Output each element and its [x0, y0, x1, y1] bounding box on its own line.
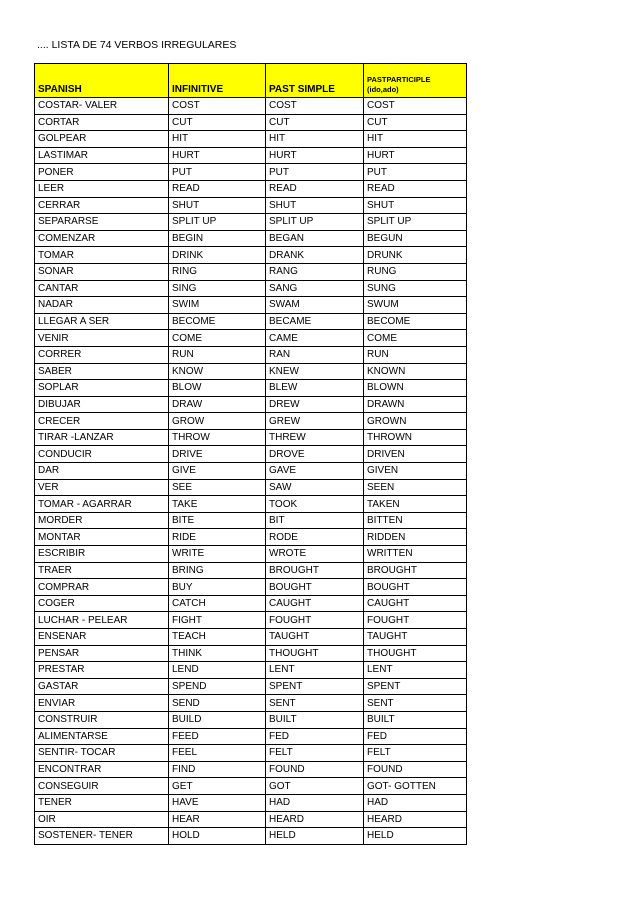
cell-past-participle: SPLIT UP [364, 214, 467, 231]
cell-spanish: PENSAR [35, 645, 169, 662]
cell-past-simple: READ [266, 180, 364, 197]
cell-past-participle: GROWN [364, 413, 467, 430]
table-row [35, 147, 467, 164]
cell-spanish: MORDER [35, 512, 169, 529]
cell-infinitive: READ [169, 180, 266, 197]
cell-past-simple: CUT [266, 114, 364, 131]
cell-spanish: TOMAR [35, 247, 169, 264]
cell-past-simple: TOOK [266, 496, 364, 513]
cell-spanish: OIR [35, 811, 169, 828]
cell-spanish: CERRAR [35, 197, 169, 214]
table-row [35, 678, 467, 695]
cell-infinitive: DRIVE [169, 446, 266, 463]
cell-past-participle: FOUND [364, 761, 467, 778]
cell-spanish: TENER [35, 794, 169, 811]
table-row [35, 463, 467, 480]
cell-past-simple: GAVE [266, 463, 364, 480]
cell-spanish: NADAR [35, 297, 169, 314]
cell-past-participle: THROWN [364, 429, 467, 446]
cell-past-participle: RUNG [364, 263, 467, 280]
cell-past-simple: HURT [266, 147, 364, 164]
cell-past-participle: HAD [364, 794, 467, 811]
cell-spanish: CONDUCIR [35, 446, 169, 463]
table-row [35, 413, 467, 430]
cell-infinitive: TEACH [169, 629, 266, 646]
cell-past-participle: SENT [364, 695, 467, 712]
cell-past-simple: THREW [266, 429, 364, 446]
table-row [35, 828, 467, 845]
cell-past-simple: BROUGHT [266, 562, 364, 579]
cell-past-participle: FELT [364, 745, 467, 762]
cell-past-participle: PUT [364, 164, 467, 181]
cell-past-participle: BROUGHT [364, 562, 467, 579]
cell-infinitive: SING [169, 280, 266, 297]
cell-spanish: TOMAR - AGARRAR [35, 496, 169, 513]
cell-spanish: COMENZAR [35, 230, 169, 247]
cell-spanish: COGER [35, 595, 169, 612]
table-row [35, 214, 467, 231]
cell-spanish: SENTIR- TOCAR [35, 745, 169, 762]
cell-infinitive: LEND [169, 662, 266, 679]
cell-past-participle: KNOWN [364, 363, 467, 380]
cell-past-participle: HURT [364, 147, 467, 164]
table-row [35, 496, 467, 513]
cell-infinitive: FEEL [169, 745, 266, 762]
cell-past-participle: SWUM [364, 297, 467, 314]
cell-infinitive: CATCH [169, 595, 266, 612]
cell-past-simple: DROVE [266, 446, 364, 463]
cell-past-simple: CAUGHT [266, 595, 364, 612]
table-row [35, 263, 467, 280]
table-row [35, 778, 467, 795]
cell-infinitive: SPLIT UP [169, 214, 266, 231]
cell-infinitive: COST [169, 98, 266, 115]
cell-past-participle: BLOWN [364, 380, 467, 397]
table-row [35, 546, 467, 563]
table-row [35, 529, 467, 546]
table-row [35, 380, 467, 397]
cell-infinitive: BECOME [169, 313, 266, 330]
cell-infinitive: SEE [169, 479, 266, 496]
cell-infinitive: FIND [169, 761, 266, 778]
cell-infinitive: FEED [169, 728, 266, 745]
cell-past-participle: COST [364, 98, 467, 115]
table-row [35, 230, 467, 247]
cell-spanish: COMPRAR [35, 579, 169, 596]
table-row [35, 114, 467, 131]
cell-past-simple: THOUGHT [266, 645, 364, 662]
table-row [35, 429, 467, 446]
cell-past-simple: HEARD [266, 811, 364, 828]
cell-past-simple: BLEW [266, 380, 364, 397]
table-row [35, 98, 467, 115]
cell-infinitive: BEGIN [169, 230, 266, 247]
cell-infinitive: COME [169, 330, 266, 347]
cell-past-simple: RANG [266, 263, 364, 280]
cell-spanish: CANTAR [35, 280, 169, 297]
table-body [35, 98, 467, 845]
cell-spanish: LLEGAR A SER [35, 313, 169, 330]
cell-past-simple: KNEW [266, 363, 364, 380]
document-title: .... LISTA DE 74 VERBOS IRREGULARES [37, 39, 237, 51]
cell-infinitive: HEAR [169, 811, 266, 828]
cell-spanish: LUCHAR - PELEAR [35, 612, 169, 629]
cell-past-simple: CAME [266, 330, 364, 347]
cell-past-participle: TAKEN [364, 496, 467, 513]
cell-past-simple: DREW [266, 396, 364, 413]
table-row [35, 180, 467, 197]
cell-past-participle: BECOME [364, 313, 467, 330]
cell-past-participle: SEEN [364, 479, 467, 496]
cell-infinitive: WRITE [169, 546, 266, 563]
cell-past-participle: DRIVEN [364, 446, 467, 463]
table-row [35, 280, 467, 297]
table-row [35, 711, 467, 728]
cell-infinitive: GIVE [169, 463, 266, 480]
cell-spanish: VENIR [35, 330, 169, 347]
table-row [35, 595, 467, 612]
cell-past-participle: LENT [364, 662, 467, 679]
cell-infinitive: HOLD [169, 828, 266, 845]
cell-spanish: CORRER [35, 346, 169, 363]
table-row [35, 164, 467, 181]
cell-past-simple: BOUGHT [266, 579, 364, 596]
cell-past-participle: DRUNK [364, 247, 467, 264]
cell-infinitive: BUILD [169, 711, 266, 728]
cell-infinitive: GET [169, 778, 266, 795]
cell-spanish: ALIMENTARSE [35, 728, 169, 745]
cell-past-simple: FOUGHT [266, 612, 364, 629]
table-row [35, 662, 467, 679]
table-row [35, 346, 467, 363]
cell-infinitive: THROW [169, 429, 266, 446]
table-row [35, 794, 467, 811]
cell-spanish: SONAR [35, 263, 169, 280]
cell-spanish: PONER [35, 164, 169, 181]
table-row [35, 562, 467, 579]
table-row [35, 479, 467, 496]
cell-infinitive: SWIM [169, 297, 266, 314]
cell-spanish: SOSTENER- TENER [35, 828, 169, 845]
cell-spanish: PRESTAR [35, 662, 169, 679]
cell-infinitive: THINK [169, 645, 266, 662]
cell-spanish: CORTAR [35, 114, 169, 131]
header-infinitive: INFINITIVE [169, 64, 266, 98]
cell-infinitive: HURT [169, 147, 266, 164]
cell-past-participle: BEGUN [364, 230, 467, 247]
cell-past-participle: TAUGHT [364, 629, 467, 646]
cell-past-participle: DRAWN [364, 396, 467, 413]
table-row [35, 313, 467, 330]
cell-spanish: CONSEGUIR [35, 778, 169, 795]
cell-past-simple: HAD [266, 794, 364, 811]
table-row [35, 512, 467, 529]
cell-past-simple: FED [266, 728, 364, 745]
cell-past-simple: HELD [266, 828, 364, 845]
cell-past-simple: SHUT [266, 197, 364, 214]
cell-infinitive: RUN [169, 346, 266, 363]
cell-past-participle: HIT [364, 131, 467, 148]
header-past-participle-note: (ido,ado) [367, 85, 399, 94]
cell-infinitive: KNOW [169, 363, 266, 380]
cell-past-simple: SAW [266, 479, 364, 496]
header-past-participle [364, 64, 467, 98]
cell-spanish: TRAER [35, 562, 169, 579]
cell-past-participle: CAUGHT [364, 595, 467, 612]
cell-spanish: ESCRIBIR [35, 546, 169, 563]
table-row [35, 695, 467, 712]
irregular-verbs-table [34, 63, 467, 845]
cell-past-participle: GIVEN [364, 463, 467, 480]
cell-past-simple: FOUND [266, 761, 364, 778]
cell-past-participle: SHUT [364, 197, 467, 214]
cell-spanish: SABER [35, 363, 169, 380]
cell-past-simple: SPENT [266, 678, 364, 695]
cell-past-simple: RAN [266, 346, 364, 363]
cell-past-simple: DRANK [266, 247, 364, 264]
cell-spanish: VER [35, 479, 169, 496]
cell-spanish: MONTAR [35, 529, 169, 546]
cell-infinitive: CUT [169, 114, 266, 131]
cell-spanish: LEER [35, 180, 169, 197]
cell-past-simple: BUILT [266, 711, 364, 728]
cell-past-simple: SPLIT UP [266, 214, 364, 231]
cell-past-participle: READ [364, 180, 467, 197]
cell-spanish: SEPARARSE [35, 214, 169, 231]
cell-past-participle: RIDDEN [364, 529, 467, 546]
cell-infinitive: DRAW [169, 396, 266, 413]
cell-past-simple: TAUGHT [266, 629, 364, 646]
header-past-simple: PAST SIMPLE [266, 64, 364, 98]
cell-past-simple: BECAME [266, 313, 364, 330]
table-row [35, 330, 467, 347]
cell-spanish: COSTAR- VALER [35, 98, 169, 115]
table-row [35, 197, 467, 214]
cell-infinitive: BITE [169, 512, 266, 529]
cell-past-simple: PUT [266, 164, 364, 181]
cell-past-participle: FOUGHT [364, 612, 467, 629]
cell-past-participle: BUILT [364, 711, 467, 728]
cell-past-simple: BEGAN [266, 230, 364, 247]
header-past-participle-label: PASTPARTICIPLE [367, 75, 431, 84]
table-row [35, 645, 467, 662]
cell-spanish: CRECER [35, 413, 169, 430]
cell-infinitive: RING [169, 263, 266, 280]
cell-past-participle: BITTEN [364, 512, 467, 529]
cell-past-participle: HELD [364, 828, 467, 845]
cell-infinitive: TAKE [169, 496, 266, 513]
cell-past-simple: HIT [266, 131, 364, 148]
table-row [35, 728, 467, 745]
cell-past-simple: GREW [266, 413, 364, 430]
cell-past-participle: WRITTEN [364, 546, 467, 563]
cell-spanish: ENCONTRAR [35, 761, 169, 778]
cell-infinitive: SEND [169, 695, 266, 712]
cell-past-participle: GOT- GOTTEN [364, 778, 467, 795]
cell-past-simple: BIT [266, 512, 364, 529]
cell-past-participle: BOUGHT [364, 579, 467, 596]
cell-spanish: GOLPEAR [35, 131, 169, 148]
cell-past-simple: RODE [266, 529, 364, 546]
cell-past-simple: GOT [266, 778, 364, 795]
table-row [35, 297, 467, 314]
cell-spanish: TIRAR -LANZAR [35, 429, 169, 446]
table-row [35, 131, 467, 148]
cell-past-simple: FELT [266, 745, 364, 762]
cell-infinitive: GROW [169, 413, 266, 430]
table-row [35, 745, 467, 762]
cell-spanish: GASTAR [35, 678, 169, 695]
table-row [35, 363, 467, 380]
cell-past-participle: CUT [364, 114, 467, 131]
table-row [35, 612, 467, 629]
cell-infinitive: DRINK [169, 247, 266, 264]
cell-past-participle: SPENT [364, 678, 467, 695]
cell-spanish: SOPLAR [35, 380, 169, 397]
cell-spanish: ENSENAR [35, 629, 169, 646]
cell-infinitive: HIT [169, 131, 266, 148]
cell-infinitive: RIDE [169, 529, 266, 546]
cell-past-participle: SUNG [364, 280, 467, 297]
cell-infinitive: FIGHT [169, 612, 266, 629]
cell-spanish: ENVIAR [35, 695, 169, 712]
cell-spanish: DAR [35, 463, 169, 480]
cell-past-participle: COME [364, 330, 467, 347]
cell-past-simple: WROTE [266, 546, 364, 563]
table-row [35, 396, 467, 413]
cell-past-participle: THOUGHT [364, 645, 467, 662]
cell-past-simple: LENT [266, 662, 364, 679]
cell-infinitive: BUY [169, 579, 266, 596]
cell-infinitive: SPEND [169, 678, 266, 695]
table-row [35, 629, 467, 646]
header-spanish: SPANISH [35, 64, 169, 98]
cell-spanish: DIBUJAR [35, 396, 169, 413]
cell-infinitive: PUT [169, 164, 266, 181]
cell-spanish: CONSTRUIR [35, 711, 169, 728]
table-row [35, 811, 467, 828]
cell-past-participle: HEARD [364, 811, 467, 828]
table-row [35, 761, 467, 778]
cell-past-simple: COST [266, 98, 364, 115]
cell-infinitive: HAVE [169, 794, 266, 811]
cell-infinitive: BLOW [169, 380, 266, 397]
cell-infinitive: BRING [169, 562, 266, 579]
cell-past-simple: SANG [266, 280, 364, 297]
cell-past-simple: SWAM [266, 297, 364, 314]
cell-past-participle: FED [364, 728, 467, 745]
table-row [35, 446, 467, 463]
cell-past-participle: RUN [364, 346, 467, 363]
cell-spanish: LASTIMAR [35, 147, 169, 164]
cell-infinitive: SHUT [169, 197, 266, 214]
cell-past-simple: SENT [266, 695, 364, 712]
table-row [35, 579, 467, 596]
table-row [35, 247, 467, 264]
table-header-row [35, 64, 467, 98]
